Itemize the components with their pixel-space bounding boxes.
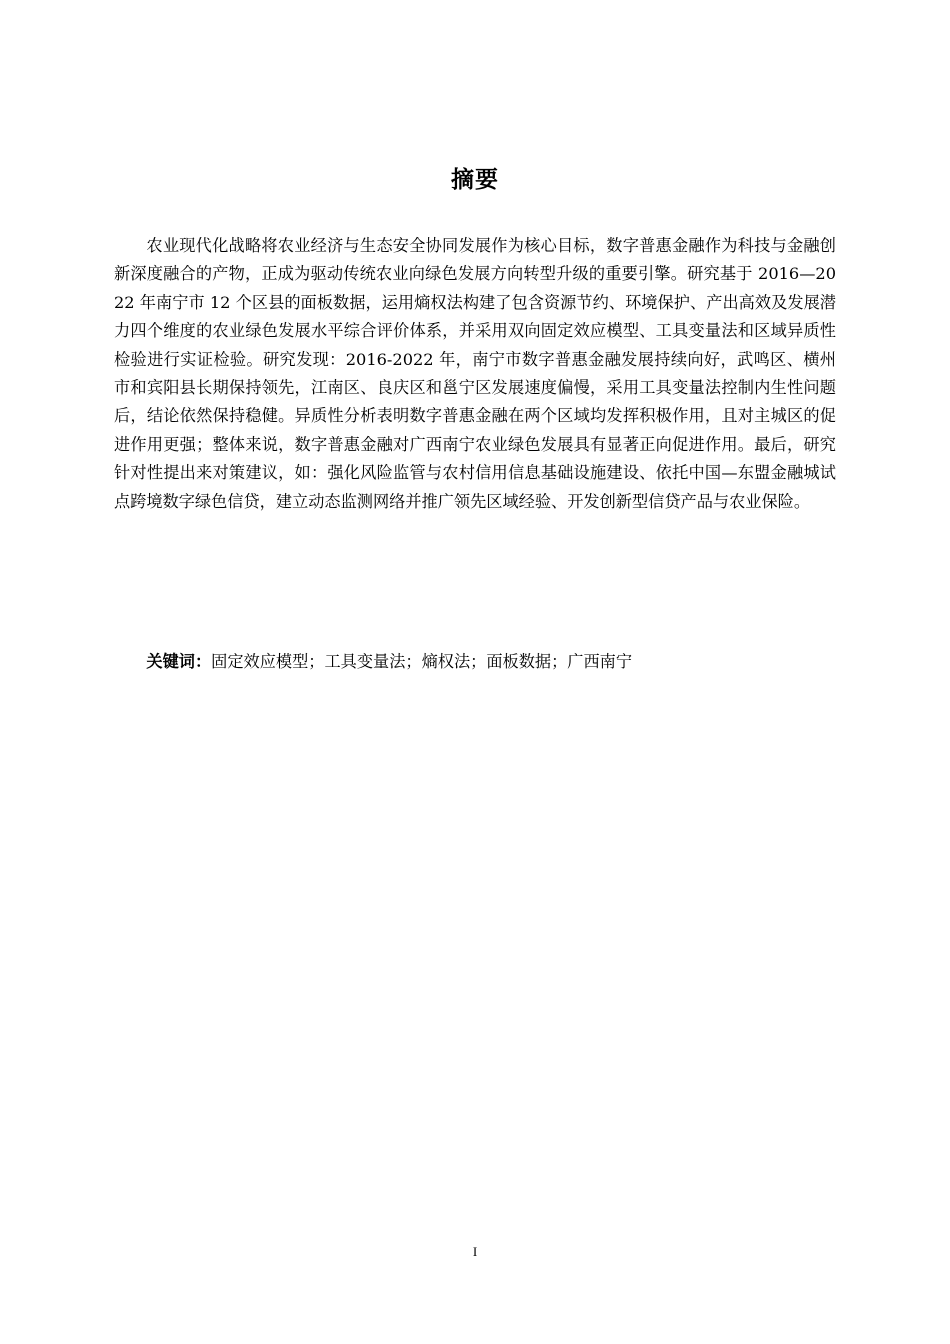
- abstract-body: 农业现代化战略将农业经济与生态安全协同发展作为核心目标，数字普惠金融作为科技与金融创新深度融合的产物，正成为驱动传统农业向绿色发展方向转型升级的重要引擎。研究基于 2016—2022 年南宁市 12 个区县的面板数据，运用熵权法构建了包含资源节约、环境保护、产出高效及发展潜力四个维度的农业绿色发展水平综合评价体系，并采用双向固定效应模型、工具变量法和区域异质性检验进行实证检验。研究发现：2016-2022 年，南宁市数字普惠金融发展持续向好，武鸣区、横州市和宾阳县长期保持领先，江南区、良庆区和邕宁区发展速度偏慢，采用工具变量法控制内生性问题后，结论依然保持稳健。异质性分析表明数字普惠金融在两个区域均发挥积极作用，且对主城区的促进作用更强；整体来说，数字普惠金融对广西南宁农业绿色发展具有显著正向促进作用。最后，研究针对性提出来对策建议，如：强化风险监管与农村信用信息基础设施建设、依托中国—东盟金融城试点跨境数字绿色信贷，建立动态监测网络并推广领先区域经验、开发创新型信贷产品与农业保险。: [114, 236, 836, 511]
- keywords-line: [114, 648, 836, 676]
- abstract-title: 摘要: [451, 167, 499, 193]
- page-number: I: [472, 1244, 478, 1259]
- keywords-list: 固定效应模型；工具变量法；熵权法；面板数据；广西南宁: [211, 652, 633, 671]
- keywords-label: 关键词：: [146, 652, 212, 671]
